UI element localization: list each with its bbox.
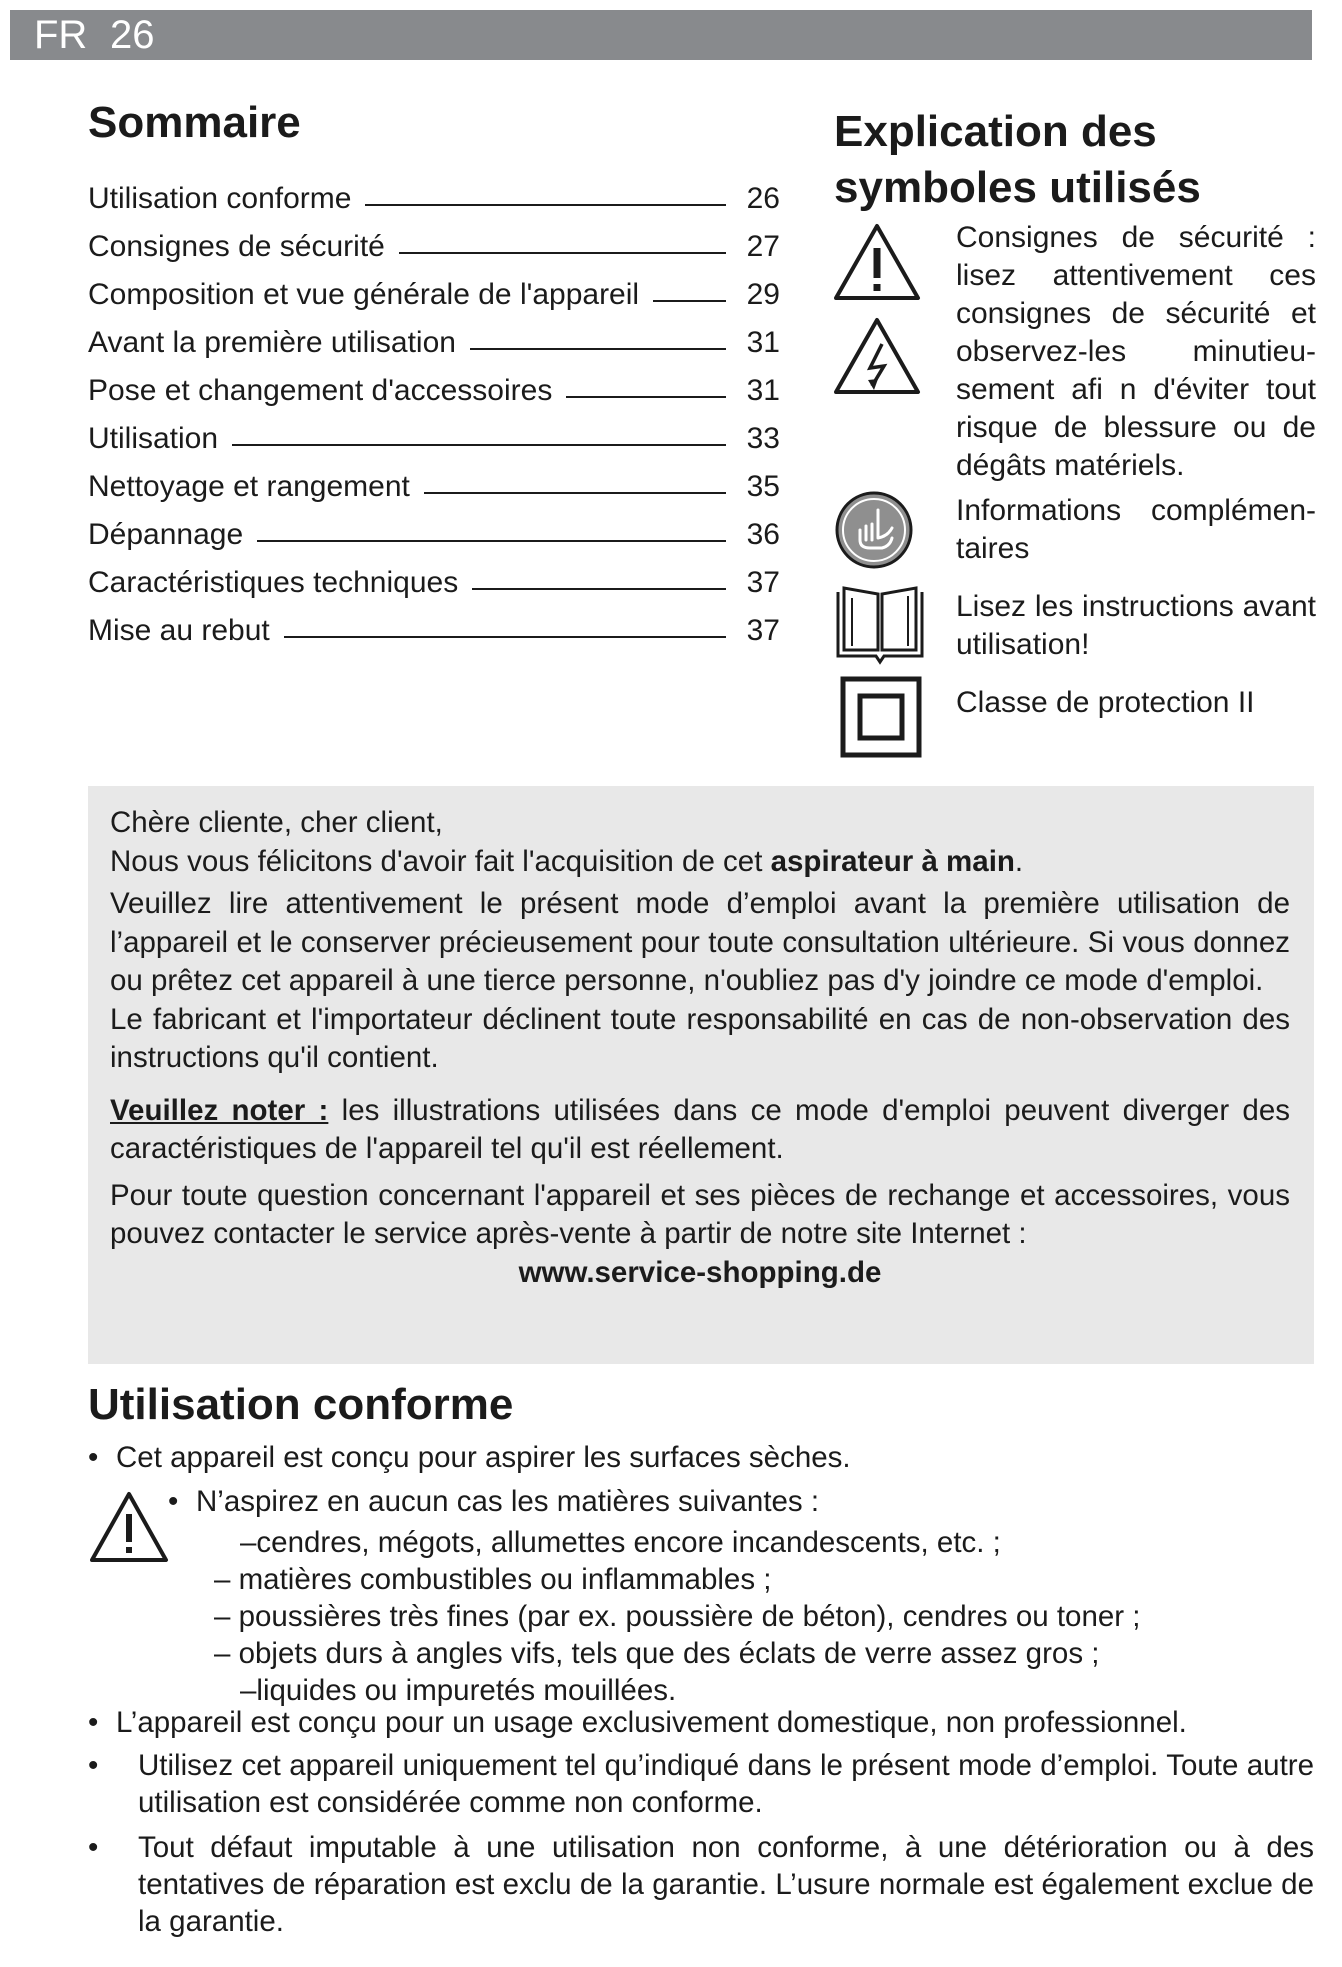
toc-item[interactable]: Composition et vue générale de l'appareil 29 [88, 278, 780, 311]
note: Veuillez noter : les illustrations utilisées dans ce mode d'emploi peuvent diverger des caractéristiques de l'appareil tel qu'il est réellement. [110, 1093, 1290, 1165]
liability: Le fabricant et l'importateur déclinent toute responsabilité en cas de non-observation des instructions qu'il contient. [110, 1002, 1290, 1074]
sub-item: – poussières très fines (par ex. poussière de béton), cendres ou toner ; [214, 1600, 1141, 1633]
toc-item[interactable]: Dépannage 36 [88, 518, 780, 551]
usage-list-bottom [88, 1704, 1314, 1940]
sub-item: –liquides ou impuretés mouillées. [240, 1674, 677, 1707]
greeting: Chère cliente, cher client, [110, 806, 443, 839]
list-item: • Tout défaut imputable à une utilisation non conforme, à une détérioration ou à des tentatives de réparation est exclu de la garantie. L’usure normale est également exclue de la garantie. [88, 1829, 1314, 1940]
toc-item[interactable]: Utilisation conforme 26 [88, 182, 780, 215]
warning-icon [832, 222, 922, 302]
sub-item: –cendres, mégots, allumettes encore incandescents, etc. ; [240, 1526, 1001, 1559]
list-item: • L’appareil est conçu pour un usage exclusivement domestique, non professionnel. [88, 1704, 1314, 1741]
page-header [10, 10, 1312, 60]
forbidden-materials [168, 1483, 1314, 1709]
read-advice: Veuillez lire attentivement le présent mode d’emploi avant la première utilisation de l’appareil et le conserver précieusement pour toute consultation ultérieure. Si vous donnez ou prêtez cet appareil à une tierce personne, n'oubliez pas d'y joindre ce mode d'emploi. [110, 887, 1290, 997]
usage-list-top [88, 1439, 1314, 1476]
usage-title: Utilisation conforme [88, 1380, 514, 1429]
read-symbol-description: Lisez les instructions avant utilisation! [956, 590, 1316, 661]
toc-item[interactable]: Utilisation 33 [88, 422, 780, 455]
toc-title: Sommaire [88, 98, 301, 147]
website-link[interactable]: www.service-shopping.de [518, 1255, 882, 1289]
congrats: Nous vous félicitons d'avoir fait l'acquisition de cet aspirateur à main. [110, 844, 1024, 878]
table-of-contents [88, 168, 780, 648]
manual-book-icon [832, 584, 928, 666]
sub-item: – objets durs à angles vifs, tels que des éclats de verre assez gros ; [214, 1637, 1100, 1670]
toc-item[interactable]: Consignes de sécurité 27 [88, 230, 780, 263]
protection-class-ii-icon [840, 676, 922, 758]
symbols-title: Explication des symboles utilisés [834, 107, 1201, 212]
toc-item[interactable]: Avant la première utilisation 31 [88, 326, 780, 359]
contact: Pour toute question concernant l'appareil et ses pièces de rechange et accessoires, vous pouvez contacter le service après-vente à partir de notre site Internet : [110, 1178, 1290, 1250]
info-symbol-description: Informations complémen-taires [956, 494, 1316, 565]
list-item: • N’aspirez en aucun cas les matières suivantes : [168, 1483, 1314, 1520]
protection-symbol-description: Classe de protection II [956, 686, 1255, 719]
toc-item[interactable]: Mise au rebut 37 [88, 614, 780, 647]
toc-item[interactable]: Pose et changement d'accessoires 31 [88, 374, 780, 407]
list-item: • Cet appareil est conçu pour aspirer les surfaces sèches. [88, 1439, 1314, 1476]
warning-icon [88, 1490, 170, 1564]
safety-symbol-description: Consignes de sécurité : lisez attentivement ces consignes de sécurité et observez-les minutieu-sement afi n d'éviter tout risque de blessure ou de dégâts matériels. [956, 221, 1316, 482]
hand-info-icon [834, 490, 914, 570]
sub-item: – matières combustibles ou inflammables ; [214, 1563, 772, 1596]
list-item: • Utilisez cet appareil uniquement tel qu’indiqué dans le présent mode d’emploi. Toute autre utilisation est considérée comme non conforme. [88, 1747, 1314, 1821]
intro-box [88, 786, 1314, 1364]
toc-item[interactable]: Caractéristiques techniques 37 [88, 566, 780, 599]
page-number: 26 [110, 13, 155, 57]
toc-item[interactable]: Nettoyage et rangement 35 [88, 470, 780, 503]
electric-shock-icon [832, 316, 922, 396]
language-code: FR [34, 13, 88, 57]
